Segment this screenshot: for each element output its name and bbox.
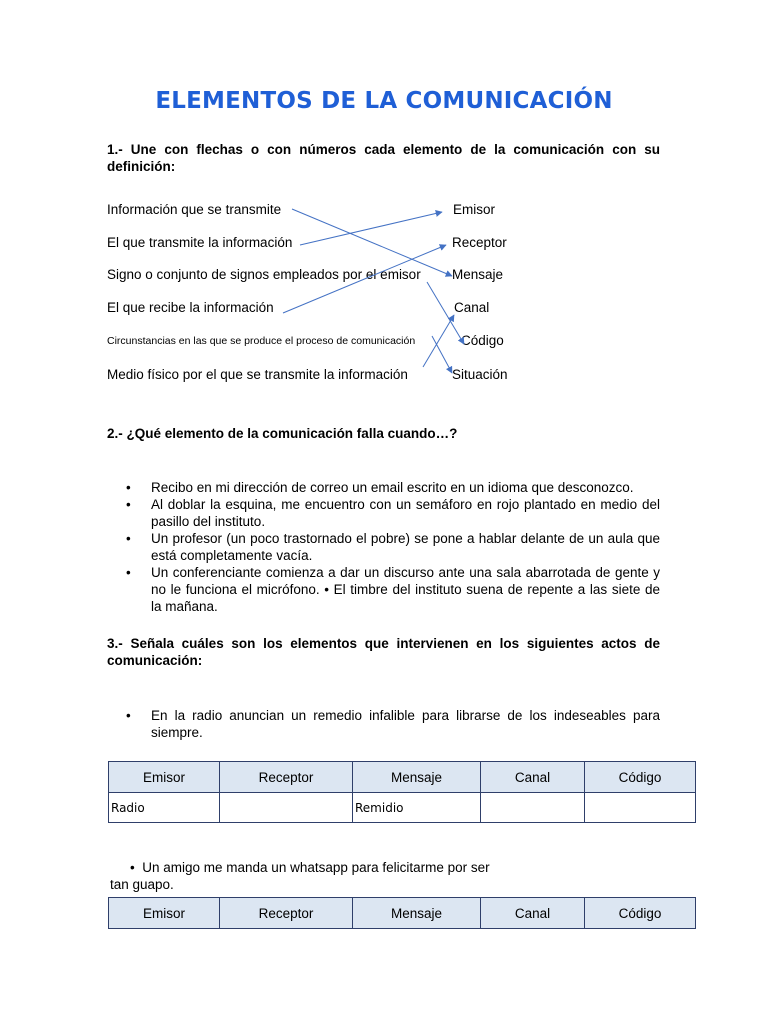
arrow-transmite-to-emisor (300, 212, 442, 245)
failure-list (107, 479, 660, 615)
definition-3: Signo o conjunto de signos empleados por el emisor (107, 267, 421, 282)
table-header-emisor: Emisor (109, 898, 220, 929)
question-1: 1.- Une con flechas o con números cada elemento de la comunicación con su definición: (107, 142, 660, 174)
arrow-recibe-to-receptor (283, 245, 446, 313)
bullet-icon: • (126, 497, 131, 512)
act-2-line-2: tan guapo. (110, 877, 174, 892)
table-header-row (109, 898, 696, 929)
definition-5: Circunstancias en las que se produce el proceso de comunicación (107, 335, 416, 347)
elements-table-1 (108, 761, 696, 823)
table-header-receptor: Receptor (220, 762, 353, 793)
element-situacion: Situación (452, 367, 508, 382)
table-cell-canal[interactable] (481, 793, 585, 823)
table-header-receptor: Receptor (220, 898, 353, 929)
table-cell-emisor[interactable]: Radio (109, 793, 220, 823)
table-header-row (109, 762, 696, 793)
table-header-emisor: Emisor (109, 762, 220, 793)
table-header-canal: Canal (481, 898, 585, 929)
matching-arrows (0, 0, 768, 420)
act-2-line-1: • Un amigo me manda un whatsapp para felicitarme por ser (130, 860, 490, 875)
table-cell-receptor[interactable] (220, 793, 353, 823)
table-header-mensaje: Mensaje (353, 898, 481, 929)
table-header-mensaje: Mensaje (353, 762, 481, 793)
bullet-icon: • (130, 860, 135, 875)
table-header-codigo: Código (585, 898, 696, 929)
arrow-signo-to-codigo (427, 282, 464, 344)
element-mensaje: Mensaje (452, 267, 504, 282)
table-header-canal: Canal (481, 762, 585, 793)
bullet-icon: • (126, 531, 131, 546)
definition-4: El que recibe la información (107, 300, 274, 315)
element-codigo: Código (461, 333, 504, 348)
arrow-medio-to-canal (423, 315, 454, 367)
question-2: 2.- ¿Qué elemento de la comunicación falla cuando…? (107, 426, 458, 441)
definition-1: Información que se transmite (107, 202, 282, 217)
element-receptor: Receptor (452, 235, 507, 250)
definition-2: El que transmite la información (107, 235, 293, 250)
table-header-codigo: Código (585, 762, 696, 793)
list-item: • Un conferenciante comienza a dar un discurso ante una sala abarrotada de gente y no le funciona el micrófono. • El timbre del instituto suena de repente a las siete de la mañana. (126, 565, 660, 614)
element-canal: Canal (454, 300, 490, 315)
page-title: ELEMENTOS DE LA COMUNICACIÓN (155, 88, 613, 114)
bullet-icon: • (126, 708, 131, 723)
table-cell-codigo[interactable] (585, 793, 696, 823)
table-row (109, 793, 696, 823)
bullet-icon: • (126, 565, 131, 580)
act-list-1 (107, 707, 660, 741)
element-emisor: Emisor (453, 202, 496, 217)
bullet-icon: • (126, 480, 131, 495)
table-cell-mensaje[interactable]: Remidio (353, 793, 481, 823)
question-3: 3.- Señala cuáles son los elementos que intervienen en los siguientes actos de comunicación: (107, 636, 660, 668)
list-item: • Recibo en mi dirección de correo un email escrito en un idioma que desconozco. (126, 480, 634, 495)
list-item: • En la radio anuncian un remedio infalible para librarse de los indeseables para siempre. (126, 708, 660, 740)
arrow-informacion-to-mensaje (292, 209, 452, 276)
list-item: • Al doblar la esquina, me encuentro con un semáforo en rojo plantado en medio del pasillo del instituto. (126, 497, 660, 529)
definition-6: Medio físico por el que se transmite la información (107, 367, 408, 382)
arrow-circunstancias-to-situacion (432, 336, 452, 373)
list-item: • Un profesor (un poco trastornado el pobre) se pone a hablar delante de un aula que está completamente vacía. (126, 531, 660, 563)
elements-table-2 (108, 897, 696, 929)
